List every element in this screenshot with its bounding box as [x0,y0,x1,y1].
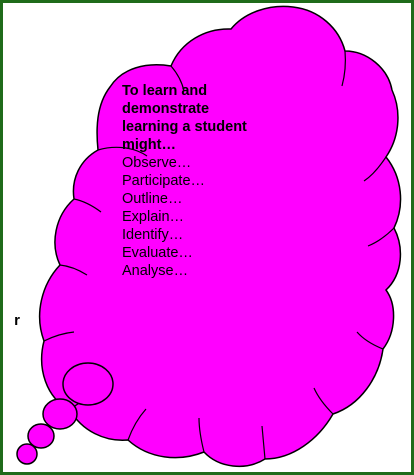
list-item: Evaluate… [122,245,193,261]
thought-bubble-tiny [17,444,37,464]
thought-bubble-large [63,363,113,405]
list-item: Analyse… [122,263,189,279]
thought-bubble-small [28,424,54,448]
list-item: Identify… [122,227,184,243]
cloud-title: To learn and demonstrate learning a student might… [122,83,247,153]
list-item: Participate… [122,173,206,189]
left-text-fragment: r [14,312,20,329]
thought-bubble-medium [43,399,77,429]
list-item: Observe… [122,155,192,171]
list-item: Outline… [122,191,183,207]
list-item: Explain… [122,209,185,225]
